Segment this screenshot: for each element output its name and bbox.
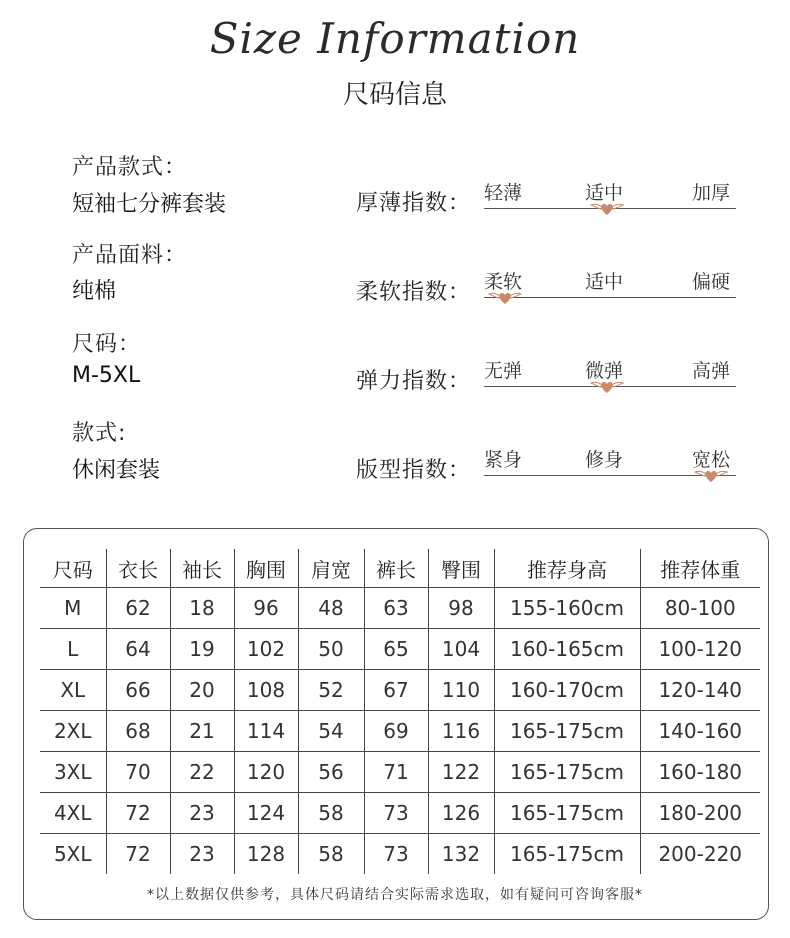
softness-index-label: 柔软指数：: [356, 280, 472, 305]
thickness-index-label: 厚薄指数：: [356, 191, 472, 216]
cell-hip: 104: [428, 629, 494, 670]
cell-chest: 120: [234, 752, 298, 793]
footnote: *以上数据仅供参考，具体尺码请结合实际需求选取，如有疑问可咨询客服*: [147, 887, 643, 903]
cell-pants-length: 67: [364, 670, 428, 711]
size-label: 尺码：: [72, 332, 142, 357]
table-row: [40, 793, 760, 834]
fit-option-tight: 紧身: [484, 449, 523, 471]
thickness-option-thin: 轻薄: [484, 182, 523, 204]
cell-size: XL: [40, 670, 106, 711]
style-label: 产品款式：: [72, 155, 188, 180]
cell-weight: 120-140: [640, 670, 760, 711]
cell-sleeve: 23: [170, 834, 234, 875]
cell-size: 3XL: [40, 752, 106, 793]
cell-hip: 122: [428, 752, 494, 793]
header-length: 衣长: [106, 549, 170, 588]
size-value: M-5XL: [72, 363, 141, 388]
cell-weight: 200-220: [658, 842, 743, 866]
cell-shoulder: 50: [298, 629, 364, 670]
cell-hip: 116: [428, 711, 494, 752]
elasticity-option-slight: 微弹: [585, 360, 624, 382]
cell-height: 165-175cm: [494, 752, 640, 793]
header-size: 尺码: [40, 549, 106, 588]
thickness-scale: [484, 178, 736, 209]
cell-sleeve: 21: [170, 711, 234, 752]
cell-size: M: [40, 588, 106, 629]
fabric-label: 产品面料：: [72, 243, 188, 268]
cell-weight: 100-120: [640, 629, 760, 670]
cell-shoulder: 58: [298, 793, 364, 834]
softness-option-medium: 适中: [585, 271, 624, 293]
table-row: [40, 834, 760, 875]
header-shoulder: 肩宽: [298, 549, 364, 588]
cell-height: 160-170cm: [494, 670, 640, 711]
cell-length: 66: [106, 670, 170, 711]
fit-option-loose: 宽松: [691, 449, 730, 471]
cell-chest: 96: [234, 588, 298, 629]
cell-height: 165-175cm: [494, 793, 640, 834]
header-pants-length: 裤长: [364, 549, 428, 588]
cell-pants-length: 65: [364, 629, 428, 670]
cell-length: 62: [106, 588, 170, 629]
cell-shoulder: 52: [298, 670, 364, 711]
cell-shoulder: 58: [298, 834, 364, 875]
elasticity-scale: [484, 356, 736, 387]
table-row: [40, 752, 760, 793]
title-english: Size Information: [209, 14, 581, 63]
cell-weight: 160-180: [640, 752, 760, 793]
cell-size: L: [40, 629, 106, 670]
cell-hip: 126: [428, 793, 494, 834]
header-weight: 推荐体重: [640, 549, 760, 588]
fit-option-slim: 修身: [585, 449, 624, 471]
type-label: 款式:: [72, 421, 127, 446]
table-row: [40, 711, 760, 752]
cell-chest: 114: [234, 711, 298, 752]
thickness-option-medium: 适中: [585, 182, 624, 204]
fabric-value: 纯棉: [72, 279, 117, 304]
header-height: 推荐身高: [494, 549, 640, 588]
cell-pants-length: 73: [364, 834, 428, 875]
elasticity-option-high: 高弹: [691, 360, 730, 382]
cell-sleeve: 20: [170, 670, 234, 711]
cell-size: 4XL: [40, 793, 106, 834]
cell-size: 2XL: [40, 711, 106, 752]
cell-pants-length: 71: [364, 752, 428, 793]
heart-marker-icon: [590, 378, 624, 394]
softness-option-soft: 柔软: [484, 271, 523, 293]
cell-height: 160-165cm: [494, 629, 640, 670]
cell-sleeve: 23: [170, 793, 234, 834]
table-row: [40, 588, 760, 629]
header-sleeve: 袖长: [170, 549, 234, 588]
cell-size: 5XL: [40, 834, 106, 875]
elasticity-option-none: 无弹: [484, 360, 523, 382]
type-value: 休闲套装: [72, 458, 161, 483]
softness-option-hard: 偏硬: [691, 271, 730, 293]
cell-height: 165-175cm: [494, 711, 640, 752]
cell-sleeve: 19: [170, 629, 234, 670]
heart-marker-icon: [488, 289, 522, 305]
thickness-option-thick: 加厚: [691, 182, 730, 204]
cell-pants-length: 69: [364, 711, 428, 752]
cell-weight: 180-200: [640, 793, 760, 834]
cell-length: 64: [106, 629, 170, 670]
cell-shoulder: 48: [298, 588, 364, 629]
cell-hip: 132: [428, 834, 494, 875]
softness-scale: [484, 267, 736, 298]
table-row: [40, 670, 760, 711]
cell-chest: 108: [234, 670, 298, 711]
heart-marker-icon: [694, 467, 728, 483]
cell-sleeve: 22: [170, 752, 234, 793]
elasticity-index-label: 弹力指数：: [356, 369, 472, 394]
cell-pants-length: 73: [364, 793, 428, 834]
cell-hip: 98: [428, 588, 494, 629]
cell-chest: 128: [234, 834, 298, 875]
size-table: [40, 549, 760, 874]
cell-shoulder: 56: [298, 752, 364, 793]
fit-scale: [484, 445, 736, 476]
cell-height: 155-160cm: [494, 588, 640, 629]
cell-weight: 80-100: [640, 588, 760, 629]
size-table-header: [40, 549, 760, 588]
cell-height: 165-175cm: [494, 834, 640, 875]
cell-hip: 110: [428, 670, 494, 711]
cell-length: 70: [106, 752, 170, 793]
cell-shoulder: 54: [298, 711, 364, 752]
header-chest: 胸围: [234, 549, 298, 588]
style-value: 短袖七分裤套装: [72, 192, 227, 217]
cell-sleeve: 18: [170, 588, 234, 629]
title-chinese: 尺码信息: [342, 80, 447, 110]
header-hip: 臀围: [428, 549, 494, 588]
fit-index-label: 版型指数：: [356, 458, 472, 483]
table-row: [40, 629, 760, 670]
cell-pants-length: 63: [364, 588, 428, 629]
cell-chest: 124: [234, 793, 298, 834]
cell-weight: 140-160: [640, 711, 760, 752]
cell-length: 68: [106, 711, 170, 752]
cell-length: 72: [106, 793, 170, 834]
cell-chest: 102: [234, 629, 298, 670]
heart-marker-icon: [590, 200, 624, 216]
cell-length: 72: [106, 834, 170, 875]
